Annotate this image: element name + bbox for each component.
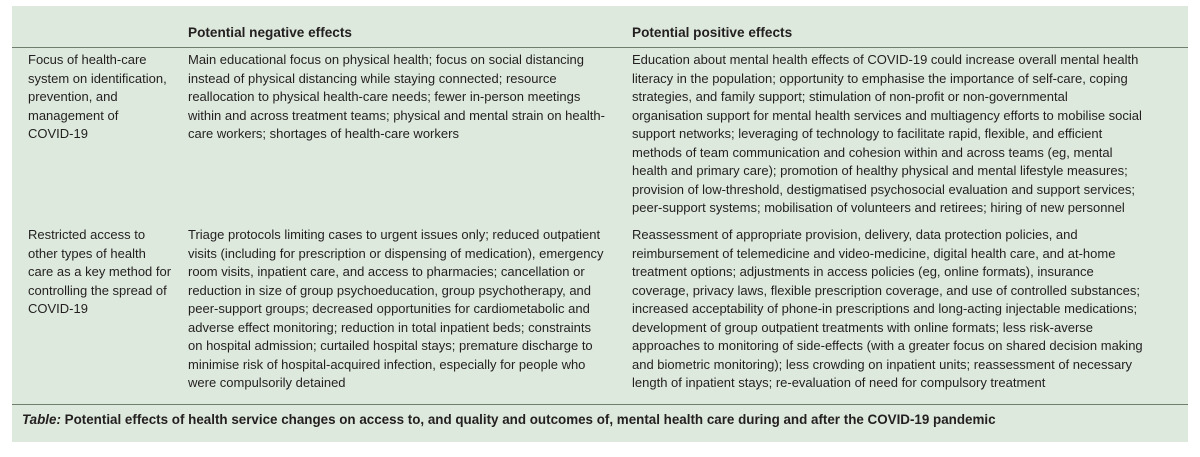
negative-effects-line: room visits, inpatient care, and access to pharmacies; cancellation or [188,264,585,279]
positive-effects-line: Reassessment of appropriate provision, delivery, data protection policies, and [632,227,1078,242]
positive-effects-line: literacy in the population; opportunity to emphasise the importance of self-care, coping [632,70,1128,86]
positive-effects-line: and biometric monitoring); less crowding on inpatient units; reassessment of necessary [632,356,1133,372]
positive-effects-line: provision of low-threshold, destigmatised psychosocial evaluation and support services; [632,181,1135,197]
negative-effects-line: Main educational focus on physical health; focus on social distancing [188,52,585,67]
positive-effects-line: approaches to monitoring of side-effects (with a greater focus on shared decision making [632,338,1143,353]
caption-divider [12,404,1188,405]
positive-effects-cell [632,51,1142,218]
negative-effects-line: on hospital admission; curtailed hospital stays; premature discharge to [188,338,593,353]
positive-effects-line: health and primary care); promotion of healthy physical and mental lifestyle measures; [632,163,1128,178]
negative-effects-line: care workers; shortages of health-care workers [188,126,459,141]
positive-effects-line: organisation support for mental health services and multiagency efforts to mobilise social [632,107,1142,123]
table-panel [12,6,1188,442]
positive-effects-line: increased acceptability of phone-in prescriptions and long-acting injectable medications; [632,301,1138,316]
row-label-cell [28,51,167,144]
table-caption [22,411,996,429]
caption-label: Table: [22,412,61,427]
negative-effects-line: were compulsorily detained [188,375,346,390]
positive-effects-line: length of inpatient stays; re-evaluation of need for compulsory treatment [632,375,1046,390]
row-label-line: prevention, and [28,89,118,104]
positive-effects-line: strategies, and family support; stimulation of non-profit or non-governmental [632,89,1068,104]
positive-effects-line: coverage, privacy laws, flexible prescription coverage, and use of controlled substances; [632,282,1140,298]
row-label-line: management of [28,107,119,123]
positive-effects-cell [632,226,1143,393]
header-positive-effects: Potential positive effects [632,25,793,40]
negative-effects-line: within and across treatment teams; physical and mental strain on health- [188,107,605,123]
negative-effects-cell [188,226,603,393]
row-label-line: system on identification, [28,70,167,86]
row-label-line: COVID-19 [28,301,88,316]
header-negative-effects: Potential negative effects [188,25,352,40]
positive-effects-line: support networks; leveraging of technology to facilitate rapid, flexible, and efficient [632,126,1103,141]
header-divider [12,47,1188,48]
negative-effects-line: instead of physical distancing while staying connected; resource [188,70,557,86]
table-header-row [12,16,1188,40]
positive-effects-line: treatment options; adjustments in access policies (eg, online formats), insurance [632,264,1094,279]
positive-effects-line: peer-support systems; mobilisation of volunteers and retirees; hiring of new personnel [632,200,1125,215]
row-label-cell [28,226,171,319]
negative-effects-line: visits (including for prescription or dispensing of medication), emergency [188,245,604,261]
negative-effects-line: peer-support groups; decreased opportunities for cardiometabolic and [188,301,590,316]
negative-effects-line: Triage protocols limiting cases to urgent issues only; reduced outpatient [188,227,601,242]
positive-effects-line: development of group outpatient treatments with online formats; less risk-averse [632,319,1094,335]
negative-effects-cell [188,51,605,144]
positive-effects-line: reimbursement of telemedicine and video-medicine, digital health care, and at-home [632,245,1116,261]
negative-effects-line: adverse effect monitoring; reduction in total inpatient beds; constraints [188,319,591,335]
row-label-line: Restricted access to [28,227,146,242]
row-label-line: Focus of health-care [28,52,147,67]
row-label-line: COVID-19 [28,126,88,141]
row-label-line: controlling the spread of [28,282,167,298]
positive-effects-line: Education about mental health effects of COVID-19 could increase overall mental health [632,52,1139,67]
caption-text: Potential effects of health service changes on access to, and quality and outcomes of, mental health care during and after the COVID-19 pandemic [60,412,996,427]
row-label-line: other types of health [28,245,146,261]
negative-effects-line: reduction in size of group psychoeducation, group psychotherapy, and [188,282,592,298]
negative-effects-line: reallocation to physical health-care needs; fewer in-person meetings [188,89,581,104]
row-label-line: care as a key method for [28,264,172,279]
positive-effects-line: methods of team communication and cohesion within and across teams (eg, mental [632,144,1113,160]
negative-effects-line: minimise risk of hospital-acquired infection, especially for people who [188,356,586,372]
